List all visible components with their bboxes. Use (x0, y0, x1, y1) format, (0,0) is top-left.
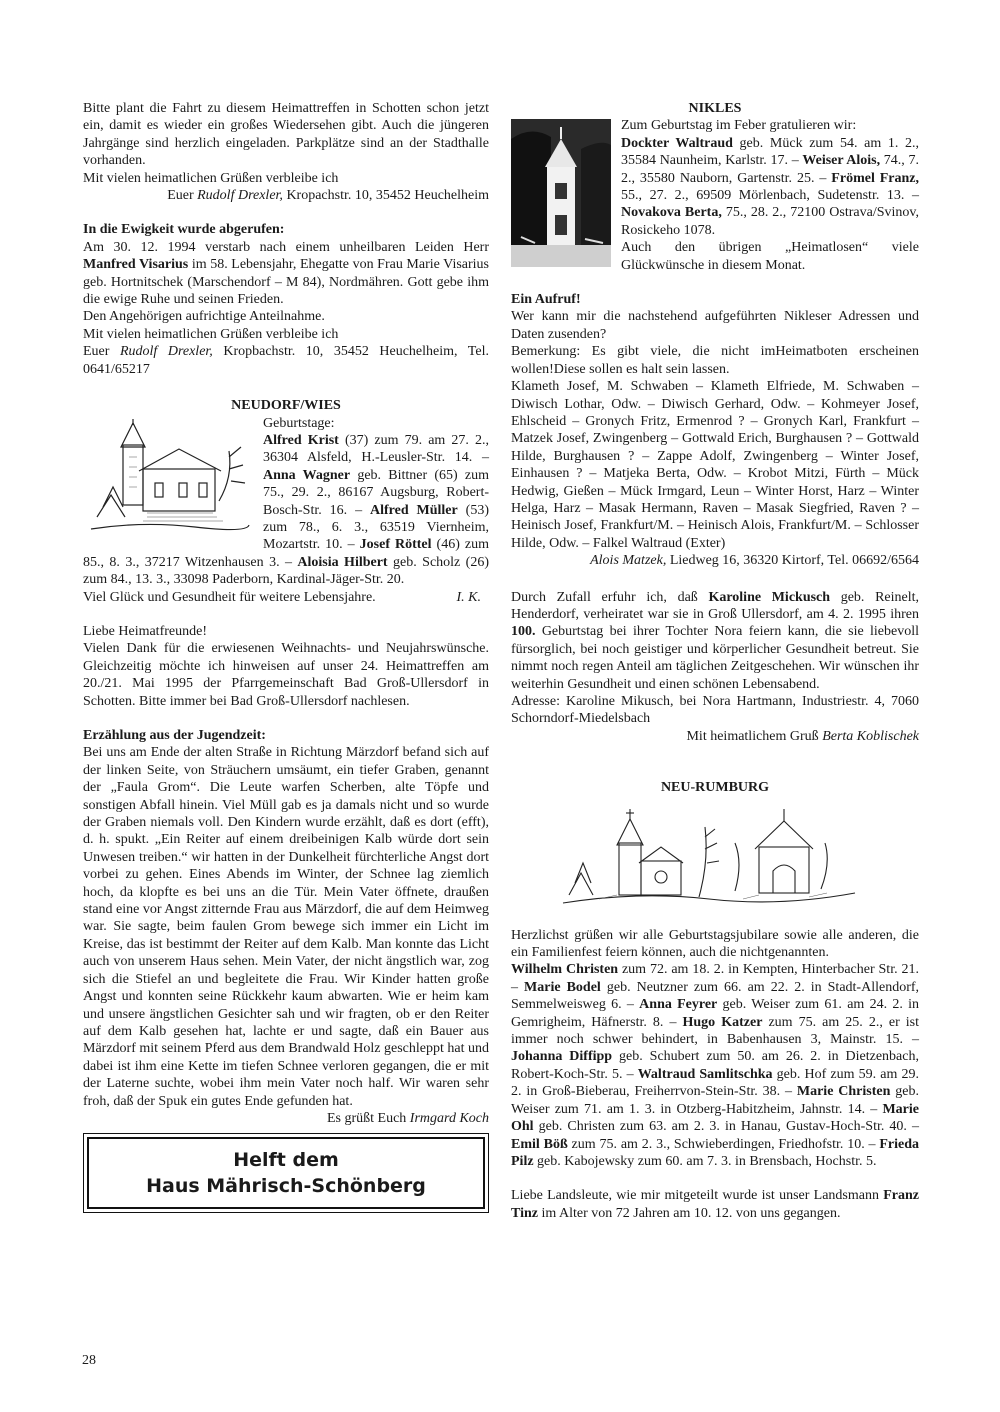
rumburg-heading: NEU-RUMBURG (660, 780, 770, 796)
story-heading: Erzählung aus der Jugendzeit: (83, 728, 266, 743)
heimat-text: Vielen Dank für die erwiesenen Weihnachts- und Neujahrswünsche. Gleichzeitig möchte ich hinweisen auf unser 24. Heimattreffen am 20./21. Mai 1995 der Pfarrgemeinschaft Bad Groß-Ullersdorf in Schotten. Bitte immer bei Bad Groß-Ullersdorf nachlesen. (83, 641, 489, 709)
right-column (511, 100, 919, 1222)
neudorf-birthdays: Geburtstage: Alfred Krist (37) zum 79. am 27. 2., 36304 Alsfeld, H.-Leusler-Str. 14. – Anna Wagner geb. Bittner (65) zum 75., 29. 2., 86167 Augsburg, Robert-Bosch-Str. 16. – Alfred Müller (53) zum 78., 6. 3., 63519 Viernheim, Mozartstr. 10. – Josef Röttel (46) zum 85., 8. 3., 37217 Witzenhausen 3. – Aloisia Hilbert geb. Scholz (26) zum 84., 13. 3., 33098 Paderborn, Kardinal-Jäger-Str. 20. (83, 415, 490, 588)
neudorf-closing: Viel Glück und Gesundheit für weitere Lebensjahre. I. K. (83, 589, 481, 605)
condolence-line: Den Angehörigen aufrichtige Anteilnahme. (83, 309, 325, 325)
aufruf-heading: Ein Aufruf! (511, 292, 581, 308)
page-number: 28 (82, 1353, 96, 1368)
aufruf-text: Wer kann mir die nachstehend aufgeführten Nikleser Adressen und Daten zusenden? (511, 309, 919, 342)
mickusch-address: Adresse: Karoline Mikusch, bei Nora Hartmann, Industriestr. 4, 7060 Schorndorf-Miedelsbach (511, 694, 919, 727)
landsleute-text: Liebe Landsleute, wie mir mitgeteilt wurde ist unser Landsmann Franz Tinz im Alter von 72 Jahren am 10. 12. von uns gegangen. (511, 1188, 919, 1221)
ewigkeit-text: Am 30. 12. 1994 verstarb nach einem unheilbaren Leiden Herr Manfred Visarius im 58. Lebensjahr, Ehegatte von Frau Marie Visarius geb. Hortnitschek (Marschendorf – M 84), Nordmähren. Gott gebe ihm die ewige Ruhe und seinen Frieden. (83, 239, 489, 308)
aufruf-note: Bemerkung: Es gibt viele, die nicht imHeimatboten erscheinen wollen!Diese sollen es halt sein lassen. (511, 344, 919, 377)
rumburg-intro: Herzlichst grüßen wir alle Geburtstagsjubilare sowie alle anderen, die ein Familienfest feiern können, auch die nichtgenannten. (511, 927, 919, 961)
left-column (83, 100, 489, 1213)
story-signature: Es grüßt Euch Irmgard Koch (326, 1110, 489, 1126)
neudorf-church-illustration (83, 417, 253, 537)
nikles-church-illustration (511, 119, 611, 267)
greeting-line: Mit vielen heimatlichen Grüßen verbleibe ich (83, 170, 339, 186)
story-text: Bei uns am Ende der alten Straße in Richtung Märzdorf befand sich auf der linken Seite, von Sträuchern umsäumt, ein tiefer Graben, genannt der „Faula Grom“. Die Leute warfen Scherben, alte Töpfe und sonstigen Abfall hinein. Viel Müll gab es ja damals nicht und so wurde der Graben niemals voll. Den Kindern wurde erzählt, daß es dort (efft), d. h. spukt. „Ein Reiter auf einem dreibeinigen Kalb würde dort sein Unwesen treiben.“ wir hatten in der Dunkelheit fürchterliche Angst dort vorbei zu gehen. Eines Abends im Winter, der Schnee lag ziemlich hoch, da klopfte es bei uns an die Tür. Mein Vater öffnete, draußen stand eine vor Angst zitternde Frau aus Märzdorf, die auf dem Heimweg war. Sie sagte, beim faulen Grom bewege sich immer ein Licht im Kreise, das ist bestimmt der Reiter auf dem Kalb. Man konnte das Licht auch von unserem Haus sehen. Mein Vater, der nicht ängstlich war, zog sich die Stiefel an und begleitete die Frau. Wir Kinder hatten große Angst und konnten seine Rückkehr kaum abwarten. Wie er heim kam und unsere ängstlichen Gesichter sah und wir fragten, ob er den Reiter auf dem Kalb gesehen hat, lachte er und sagte, daß ein Bauer aus Märzdorf mit seinem Pferd aus dem Brandwald Holz geschleppt hat und dabei ist ihm eine Kette im tiefen Schnee verloren gegangen, die er mit der Laterne suchte, wobei ihm mein Vater noch half. Wir waren sehr froh, daß der Spuk ein gutes Ende gefunden hat. (83, 745, 489, 1109)
rumburg-chapels-illustration (559, 803, 859, 913)
mickusch-text: Durch Zufall erfuhr ich, daß Karoline Mickusch geb. Reinelt, Henderdorf, verheiratet war sie in Groß Ullersdorf, am 4. 2. 1995 ihren 100. Geburtstag bei ihrer Tochter Nora feiern kann, die sie liebevoll fürsorglich, bei noch geistiger und körperlicher Gesundheit betreut. Sie nimmt noch regen Anteil am täglichen Zeitgeschehen. Wir wünschen ihr weiterhin Gesundheit und einen schönen Lebensabend. (511, 589, 919, 692)
greeting-line-2: Mit vielen heimatlichen Grüßen verbleibe ich (83, 326, 339, 342)
mickusch-signature: Mit heimatlichem Gruß Berta Koblischek (686, 728, 919, 744)
intro-paragraph: Bitte plant die Fahrt zu diesem Heimattreffen in Schotten schon jetzt ein, damit es wieder ein großes Wiedersehen gibt. Auch die jüngeren Jahrgänge sind herzlich eingeladen. Parkplätze sind an der Stadthalle vorhanden. (83, 101, 489, 169)
help-box (83, 1133, 489, 1213)
heimat-greeting: Liebe Heimatfreunde! (83, 623, 207, 639)
nikles-heading: NIKLES (688, 101, 742, 116)
rumburg-birthdays: Wilhelm Christen zum 72. am 18. 2. in Kempten, Hinterbacher Str. 21. – Marie Bodel geb. Neutzner zum 66. am 22. 2. in Stadt-Allendorf, Semmelweisweg 6. – Anna Feyrer geb. Weiser zum 61. am 24. 2. in Gemrigheim, Häfnerstr. 8. – Hugo Katzer zum 75. am 25. 2., er ist immer noch schwer behindert, in Babenhausen 3, Mainstr. 15. – Johanna Diffipp geb. Schubert zum 50. am 26. 2. in Dietzenbach, Robert-Koch-Str. 5. – Waltraud Samlitschka geb. Hof zum 59. am 29. 2. in Groß-Bieberau, Freiherrvon-Stein-Str. 38. – Marie Christen geb. Weiser zum 71. am 1. 3. in Otzberg-Habitzheim, Jahnstr. 14. – Marie Ohl geb. Christen zum 63. am 2. 3. in Hanau, Gustav-Hoch-Str. 40. – Emil Böß zum 75. am 2. 3., Schwieberdingen, Friedhofstr. 10. – Frieda Pilz geb. Kabojewsky zum 60. am 7. 3. in Brensbach, Hochstr. 5. (511, 962, 920, 1169)
signature-drexler-2: Euer Rudolf Drexler, Kropbachstr. 10, 35452 Heuchelheim, Tel. 0641/65217 (83, 344, 489, 377)
nikles-rest: Auch den übrigen „Heimatlosen“ viele Glückwünsche in diesem Monat. (621, 240, 919, 273)
ewigkeit-heading: In die Ewigkeit wurde abgerufen: (83, 222, 285, 238)
help-box-line1: Helft dem (233, 1149, 339, 1172)
neudorf-heading: NEUDORF/WIES (231, 398, 341, 414)
nikles-birthdays: Zum Geburtstag im Feber gratulieren wir: Dockter Waltraud geb. Mück zum 54. am 1. 2., 35584 Naunheim, Karlstr. 17. – Weiser Alois, 74., 7. 2., 35580 Nauborn, Gartenstr. 25. – Frömel Franz, 55., 27. 2., 69509 Mörlenbach, Sudetenstr. 13. – Novakova Berta, 75., 28. 2., 72100 Ostrava/Svinov, Rosickeho 1078. (621, 118, 920, 238)
aufruf-list: Klameth Josef, M. Schwaben – Klameth Elfriede, M. Schwaben – Diwisch Lothar, Odw. – Diwisch Gerhard, Odw. – Kohmeyer Josef, Ehlscheid – Gronych Fritz, Ermenrod ? – Gronych Karl, Frankfurt – Matzek Josef, Zwingenberg – Gottwald Erich, Burghausen ? – Gottwald Hilde, Burghausen ? – Zappe Adolf, Zwingenberg – Winter Josef, Einhausen ? – Matjeka Berta, Odw. – Krobot Mitzi, Fürth – Mück Hedwig, Gießen – Mück Irmgard, Leun – Winter Horst, Harz – Winter Helga, Harz – Masak Hermann, Raven – Masak Siegfried, Raven ? – Heinisch Josef, Frankfurt/M. – Heinisch Alois, Frankfurt/M. – Schlosser Hilde, Odw. – Falkel Waltraud (Exter) (511, 379, 919, 551)
signature-drexler-1: Euer Rudolf Drexler, Kropachstr. 10, 35452 Heuchelheim (167, 188, 489, 204)
help-box-line2: Haus Mährisch-Schönberg (146, 1175, 426, 1198)
aufruf-signature: Alois Matzek, Liedweg 16, 36320 Kirtorf, Tel. 06692/6564 (590, 553, 919, 569)
